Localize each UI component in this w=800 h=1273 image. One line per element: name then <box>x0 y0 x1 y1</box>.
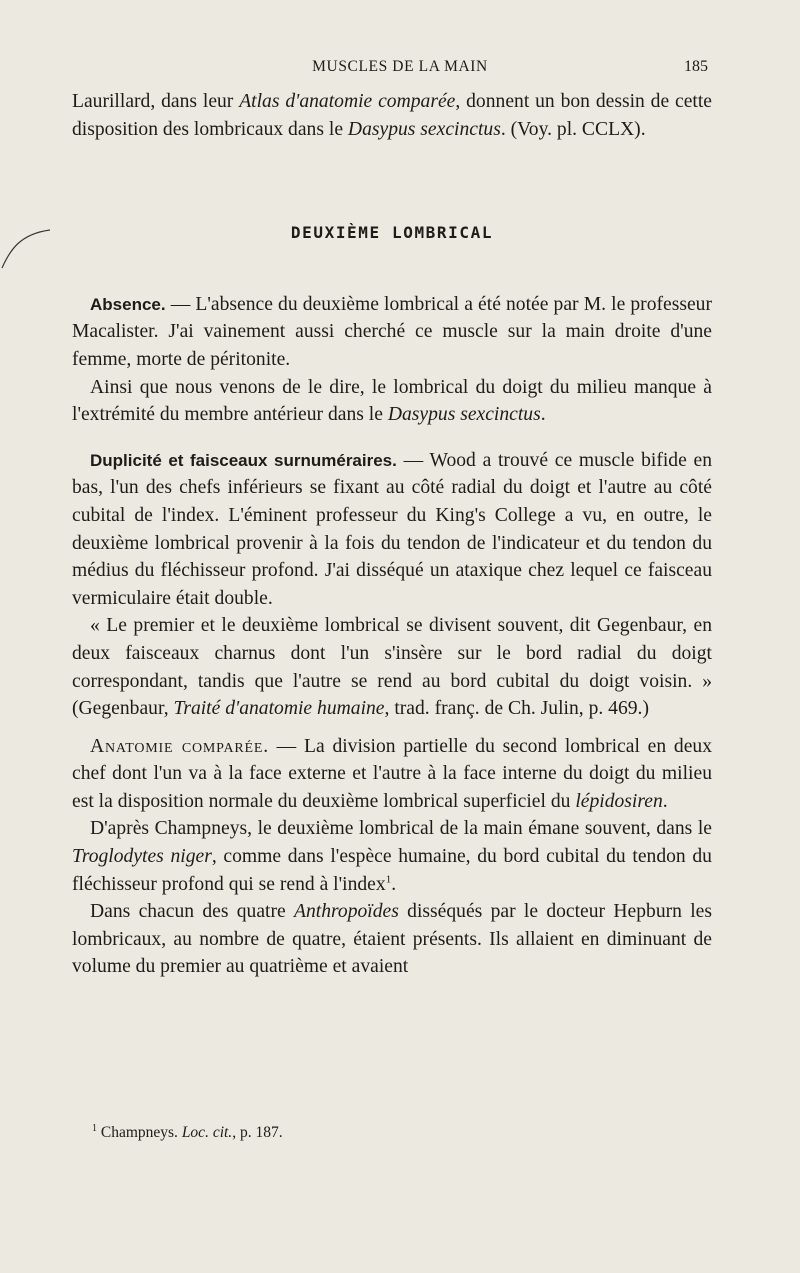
hepburn-paragraph: Dans chacun des quatre Anthropoïdes disséqués par le docteur Hepburn les lombricaux, au nombre de quatre, étaient présents. Ils allaient en diminuant de volume du premier au quatrième et avaient <box>72 901 712 978</box>
duplicite-paragraph: Duplicité et faisceaux surnuméraires. — Wood a trouvé ce muscle bifide en bas, l'un des chefs inférieurs se fixant au côté radial du doigt et l'autre au côté cubital de l'index. L'éminent professeur du King's College a vu, en outre, le deuxième lombrical provenir à la fois du tendon de l'indicateur et du tendon du médius du fléchisseur profond. J'ai disséqué un ataxique chez lequel ce faisceau vermiculaire était double. <box>72 449 712 609</box>
absence-paragraph: Absence. — L'absence du deuxième lombrical a été notée par M. le professeur Macalister. J'ai vainement aussi cherché ce muscle sur la main droite d'une femme, morte de péritonite. <box>72 293 712 370</box>
footnote-ref: 1 <box>385 873 392 886</box>
ainsi-paragraph: Ainsi que nous venons de le dire, le lombrical du doigt du milieu manque à l'extrémité du membre antérieur dans le Dasypus sexcinctus. <box>72 376 712 426</box>
absence-lead: Absence. <box>90 294 166 314</box>
anatomie-lead: Anatomie comparée. <box>90 735 269 757</box>
champneys-paragraph: D'après Champneys, le deuxième lombrical de la main émane souvent, dans le Troglodytes niger, comme dans l'espèce humaine, du bord cubital du tendon du fléchisseur profond qui se rend à l'index$^1$. <box>72 818 712 895</box>
body-text <box>72 88 712 981</box>
section-title: DEUXIÈME LOMBRICAL <box>290 223 494 243</box>
running-title: MUSCLES DE LA MAIN <box>312 58 488 75</box>
gegenbaur-paragraph: « Le premier et le deuxième lombrical se divisent souvent, dit Gegenbaur, en deux faisceaux charnus dont l'un s'insère sur le bord radial du doigt correspondant, tandis que l'autre se rend au bord cubital du doigt voisin. » (Gegenbaur, Traité d'anatomie humaine, trad. franç. de Ch. Julin, p. 469.) <box>72 615 712 720</box>
page-number: 185 <box>684 58 708 75</box>
footnote-number: 1 <box>92 1122 97 1134</box>
duplicite-lead: Duplicité et faisceaux surnuméraires. <box>90 450 397 470</box>
margin-pencil-mark <box>0 220 60 270</box>
running-head <box>0 56 800 80</box>
footnote: $^1$ Champneys. Loc. cit., p. 187. <box>92 1122 283 1141</box>
intro-paragraph: Laurillard, dans leur Atlas d'anatomie comparée, donnent un bon dessin de cette disposition des lombricaux dans le Dasypus sexcinctus. (Voy. pl. CCLX). <box>72 91 712 140</box>
anatomie-paragraph: Anatomie comparée. — La division partielle du second lombrical en deux chef dont l'un va à la face externe et l'autre à la face interne du doigt du milieu est la disposition normale du deuxième lombrical superficiel du lépidosiren. <box>72 735 712 812</box>
